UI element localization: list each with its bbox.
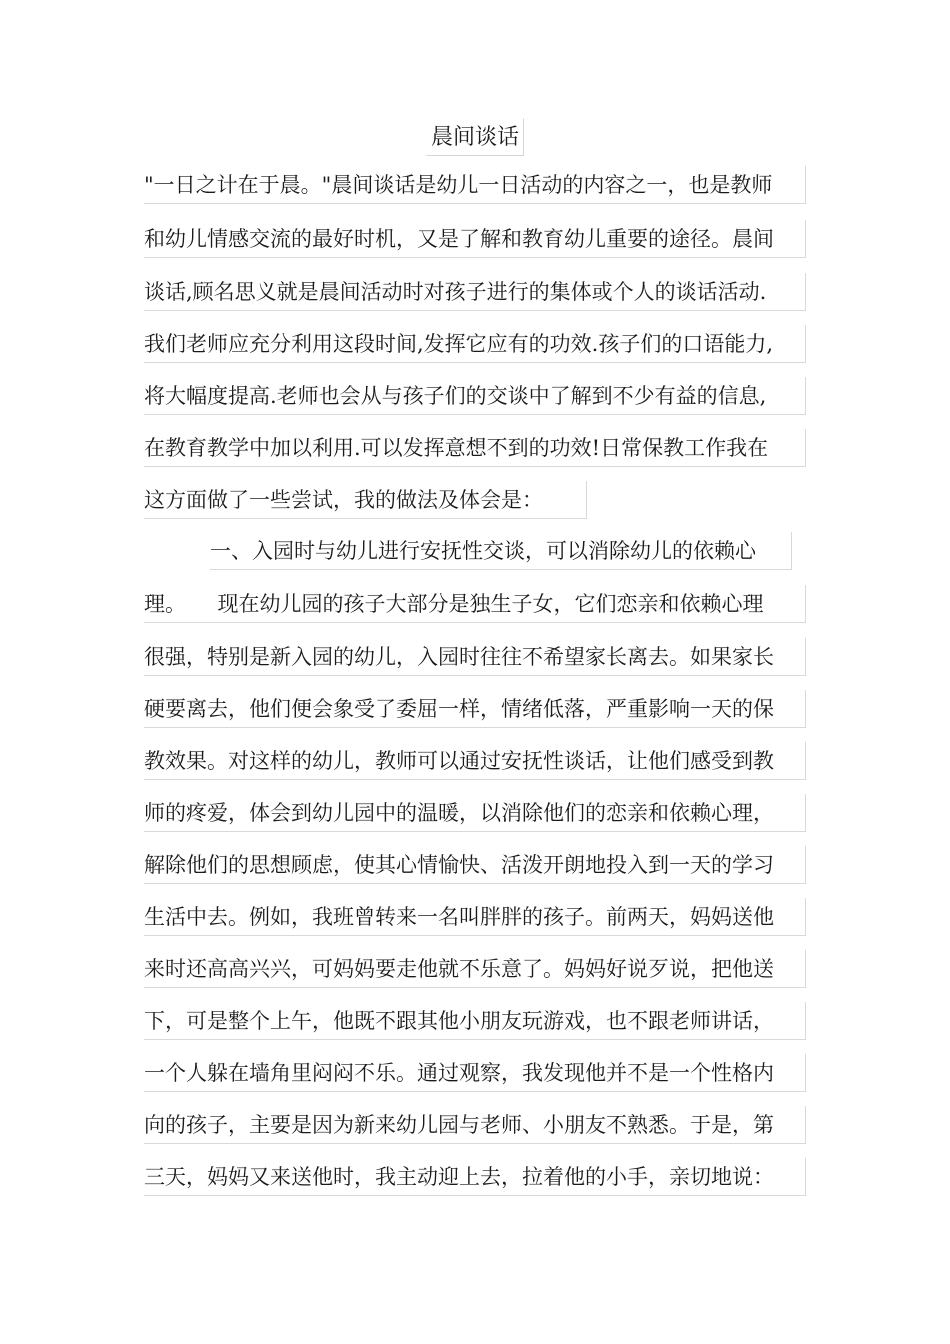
text-line-18: 一个人躲在墙角里闷闷不乐。通过观察，我发现他并不是一个性格内 [144, 1054, 806, 1092]
text-line-20: 三天，妈妈又来送他时，我主动迎上去，拉着他的小手，亲切地说： [144, 1158, 806, 1196]
section-heading-1: 一、入园时与幼儿进行安抚性交谈，可以消除幼儿的依赖心 [210, 532, 792, 570]
text-line-2: 和幼儿情感交流的最好时机，又是了解和教育幼儿重要的途径。晨间 [144, 220, 806, 258]
text-line-3: 谈话,顾名思义就是晨间活动时对孩子进行的集体或个人的谈话活动. [144, 273, 806, 311]
text-line-14: 解除他们的思想顾虑，使其心情愉快、活泼开朗地投入到一天的学习 [144, 846, 806, 884]
text-line-7: 这方面做了一些尝试，我的做法及体会是： [144, 481, 587, 519]
text-line-1: "一日之计在于晨。"晨间谈话是幼儿一日活动的内容之一，也是教师 [144, 166, 806, 204]
text-line-11: 硬要离去，他们便会象受了委屈一样，情绪低落，严重影响一天的保 [144, 690, 806, 728]
text-line-13: 师的疼爱，体会到幼儿园中的温暖，以消除他们的恋亲和依赖心理， [144, 794, 806, 832]
text-line-15: 生活中去。例如，我班曾转来一名叫胖胖的孩子。前两天，妈妈送他 [144, 898, 806, 936]
text-line-9: 理。 现在幼儿园的孩子大部分是独生子女，它们恋亲和依赖心理 [144, 585, 806, 623]
text-line-10: 很强，特别是新入园的幼儿，入园时往往不希望家长离去。如果家长 [144, 638, 806, 676]
text-line-6: 在教育教学中加以利用.可以发挥意想不到的功效!日常保教工作我在 [144, 429, 806, 467]
text-line-5: 将大幅度提高.老师也会从与孩子们的交谈中了解到不少有益的信息, [144, 377, 806, 415]
text-line-16: 来时还高高兴兴，可妈妈要走他就不乐意了。妈妈好说歹说，把他送 [144, 950, 806, 988]
text-line-12: 教效果。对这样的幼儿，教师可以通过安抚性谈话，让他们感受到教 [144, 742, 806, 780]
text-line-4: 我们老师应充分利用这段时间,发挥它应有的功效.孩子们的口语能力, [144, 325, 806, 363]
text-line-19: 向的孩子，主要是因为新来幼儿园与老师、小朋友不熟悉。于是，第 [144, 1106, 806, 1144]
text-line-17: 下，可是整个上午，他既不跟其他小朋友玩游戏，也不跟老师讲话， [144, 1002, 806, 1040]
document-title: 晨间谈话 [426, 118, 524, 156]
